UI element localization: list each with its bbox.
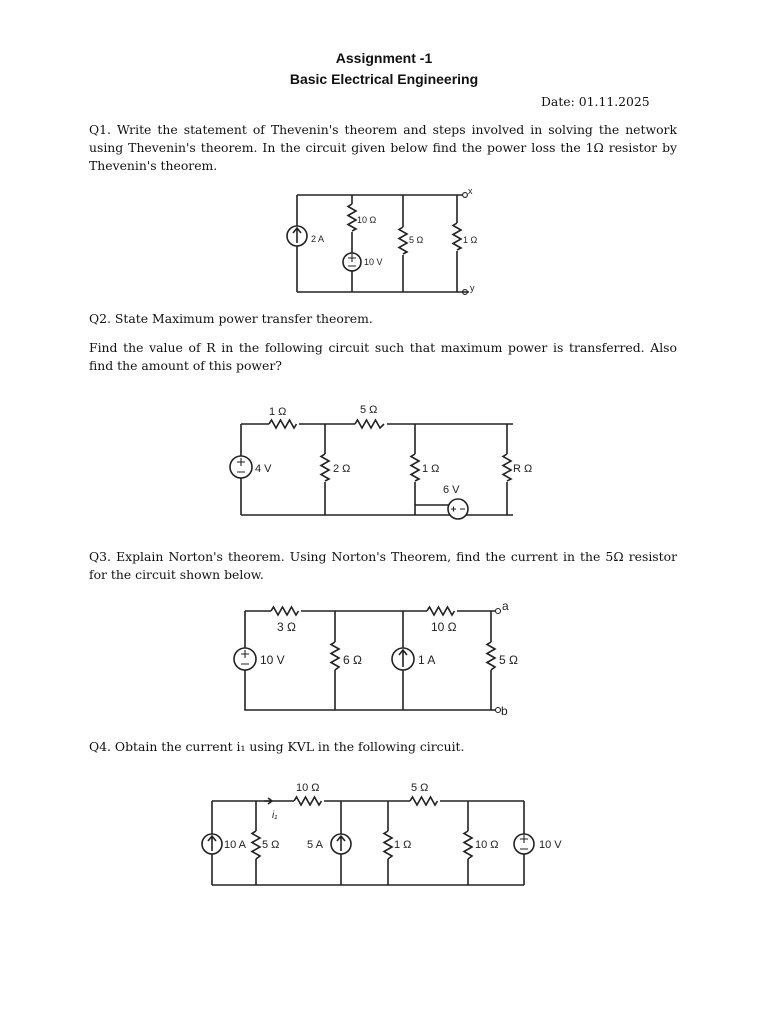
q4-label-1ohm: 1 Ω: [394, 839, 412, 851]
resistor-icon: [321, 454, 329, 481]
date: Date: 01.11.2025: [541, 94, 650, 109]
q2-label-r: R Ω: [513, 463, 533, 475]
q2-label-4v: 4 V: [255, 463, 272, 475]
q3-label-10ohm: 10 Ω: [431, 620, 457, 634]
resistor-icon: [384, 831, 392, 859]
q1-label-2a: 2 A: [311, 234, 325, 244]
q3-label-10v: 10 V: [260, 653, 285, 667]
q2-circuit: [225, 395, 545, 530]
q1-label-y: y: [470, 283, 475, 293]
q3-circuit: [233, 598, 538, 720]
q2-label-1ohm: 1 Ω: [422, 463, 440, 475]
q3-label-a: a: [502, 599, 509, 613]
page-subtitle: Basic Electrical Engineering: [289, 71, 479, 87]
q2-statement: Q2. State Maximum power transfer theorem.: [89, 311, 373, 326]
q4-label-10v: 10 V: [539, 839, 562, 851]
q4-label-5ohm: 5 Ω: [262, 839, 280, 851]
resistor-icon: [331, 642, 339, 670]
resistor-icon: [411, 454, 419, 481]
q3-text: Q3. Explain Norton's theorem. Using Norton's Theorem, find the current in the 5Ω resistor for the circuit shown below.: [89, 549, 677, 582]
q1-circuit: [275, 180, 505, 300]
resistor-icon: [453, 223, 461, 250]
resistor-icon: [269, 420, 297, 428]
q4-text: Q4. Obtain the current i₁ using KVL in the following circuit.: [89, 739, 465, 754]
resistor-icon: [503, 454, 511, 481]
q2-label-6v: 6 V: [443, 484, 460, 496]
q3-label-3ohm: 3 Ω: [277, 620, 296, 634]
q3-label-5ohm: 5 Ω: [499, 653, 518, 667]
resistor-icon: [348, 204, 356, 231]
q2-label-1ohm-top: 1 Ω: [269, 406, 287, 418]
page-title: Assignment -1: [335, 50, 433, 66]
resistor-icon: [427, 607, 455, 615]
resistor-icon: [487, 642, 495, 670]
resistor-icon: [464, 831, 472, 859]
q3-label-6ohm: 6 Ω: [343, 653, 362, 667]
arrow-icon: [264, 798, 272, 804]
q4-circuit: [198, 773, 578, 898]
q4-label-10ohm: 10 Ω: [475, 839, 499, 851]
resistor-icon: [399, 227, 407, 254]
q2-label-2ohm: 2 Ω: [333, 463, 351, 475]
resistor-icon: [252, 831, 260, 859]
q4-label-i1: i₁: [272, 810, 278, 821]
q1-text: Q1. Write the statement of Thevenin's theorem and steps involved in solving the network using Thevenin's theorem. In the circuit given below find the power loss the 1Ω resistor by Thevenin's theorem.: [89, 122, 677, 173]
q4-label-5a: 5 A: [307, 839, 323, 851]
resistor-icon: [355, 420, 384, 428]
terminal-a: [496, 609, 501, 614]
q1-label-1ohm: 1 Ω: [463, 235, 478, 245]
terminal-x: [463, 193, 468, 198]
q2-text: Find the value of R in the following circuit such that maximum power is transferred. Also find the amount of this power?: [89, 340, 677, 373]
q1-label-10ohm: 10 Ω: [357, 215, 377, 225]
q1-label-x: x: [468, 186, 473, 196]
resistor-icon: [271, 607, 299, 615]
q1-label-10v: 10 V: [364, 257, 383, 267]
q4-label-5ohm-top: 5 Ω: [411, 782, 429, 794]
q3-label-1a: 1 A: [418, 653, 436, 667]
resistor-icon: [294, 797, 322, 805]
q4-label-10ohm-top: 10 Ω: [296, 782, 320, 794]
q1-label-5ohm: 5 Ω: [409, 235, 424, 245]
terminal-b: [496, 708, 501, 713]
q4-label-10a: 10 A: [224, 839, 247, 851]
q2-label-5ohm: 5 Ω: [360, 404, 378, 416]
q3-label-b: b: [501, 704, 508, 718]
resistor-icon: [410, 797, 438, 805]
